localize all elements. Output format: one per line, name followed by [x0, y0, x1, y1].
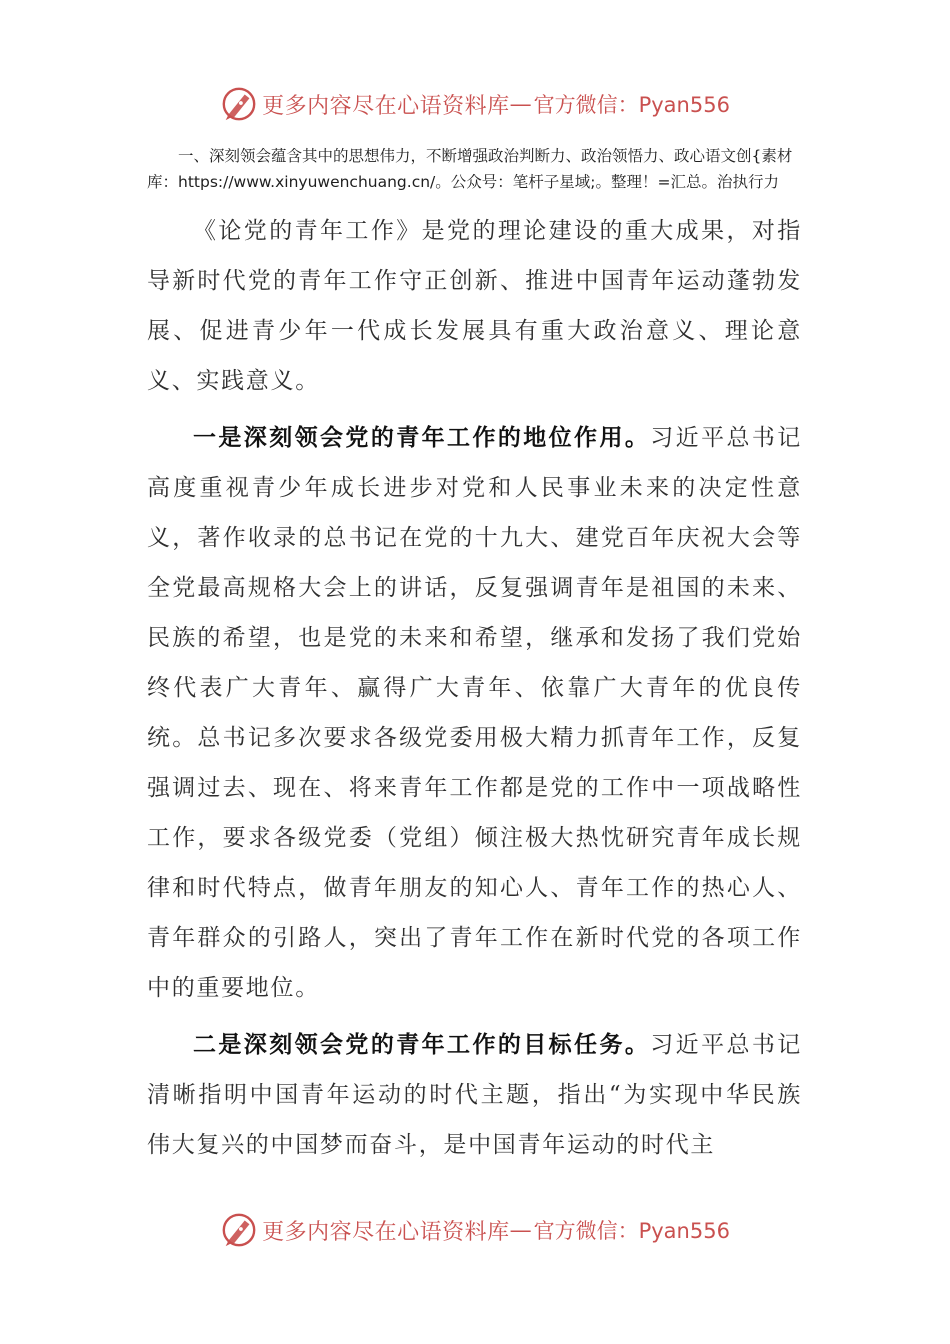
- paragraph-goal: [147, 1020, 802, 1170]
- banner-title: 更多内容尽在心语资料库: [262, 93, 510, 119]
- paragraph-role-lead: 一是深刻领会党的青年工作的地位作用。: [193, 424, 651, 451]
- pen-nib-logo-icon: [220, 1211, 258, 1249]
- paragraph-intro: 《论党的青年工作》是党的理论建设的重大成果，对指导新时代党的青年工作守正创新、推进中国青年运动蓬勃发展、促进青少年一代成长发展具有重大政治意义、理论意义、实践意义。: [147, 218, 802, 394]
- paragraph-role: [147, 413, 802, 1013]
- paragraph-goal-body: 习近平总书记清晰指明中国青年运动的时代主题，指出“为实现中华民族伟大复兴的中国梦而奋斗，是中国青年运动的时代主: [147, 1032, 803, 1158]
- document-body: [147, 143, 802, 1177]
- banner-wechat: 官方微信：Pyan556: [533, 93, 730, 117]
- footer-banner-wechat: 官方微信：Pyan556: [533, 1219, 730, 1243]
- banner-separator: —: [509, 91, 532, 117]
- pen-nib-logo-icon: [220, 85, 258, 123]
- paragraph-goal-lead: 二是深刻领会党的青年工作的目标任务。: [193, 1031, 651, 1058]
- footer-banner-title: 更多内容尽在心语资料库: [262, 1219, 510, 1245]
- footer-banner-separator: —: [509, 1217, 532, 1243]
- header-banner: [0, 84, 950, 124]
- meta-line: 一、深刻领会蕴含其中的思想伟力，不断增强政治判断力、政治领悟力、政心语文创{素材库：https://www.xinyuwenchuang.cn/。公众号：笔杆子星域;。整理！=汇总。治执行力: [147, 147, 793, 191]
- paragraph-role-body: 习近平总书记高度重视青少年成长进步对党和人民事业未来的决定性意义，著作收录的总书记在党的十九大、建党百年庆祝大会等全党最高规格大会上的讲话，反复强调青年是祖国的未来、民族的希望，也是党的未来和希望，继承和发扬了我们党始终代表广大青年、赢得广大青年、依靠广大青年的优良传统。总书记多次要求各级党委用极大精力抓青年工作，反复强调过去、现在、将来青年工作都是党的工作中一项战略性工作，要求各级党委（党组）倾注极大热忱研究青年成长规律和时代特点，做青年朋友的知心人、青年工作的热心人、青年群众的引路人，突出了青年工作在新时代党的各项工作中的重要地位。: [147, 425, 803, 1001]
- footer-banner: [0, 1210, 950, 1250]
